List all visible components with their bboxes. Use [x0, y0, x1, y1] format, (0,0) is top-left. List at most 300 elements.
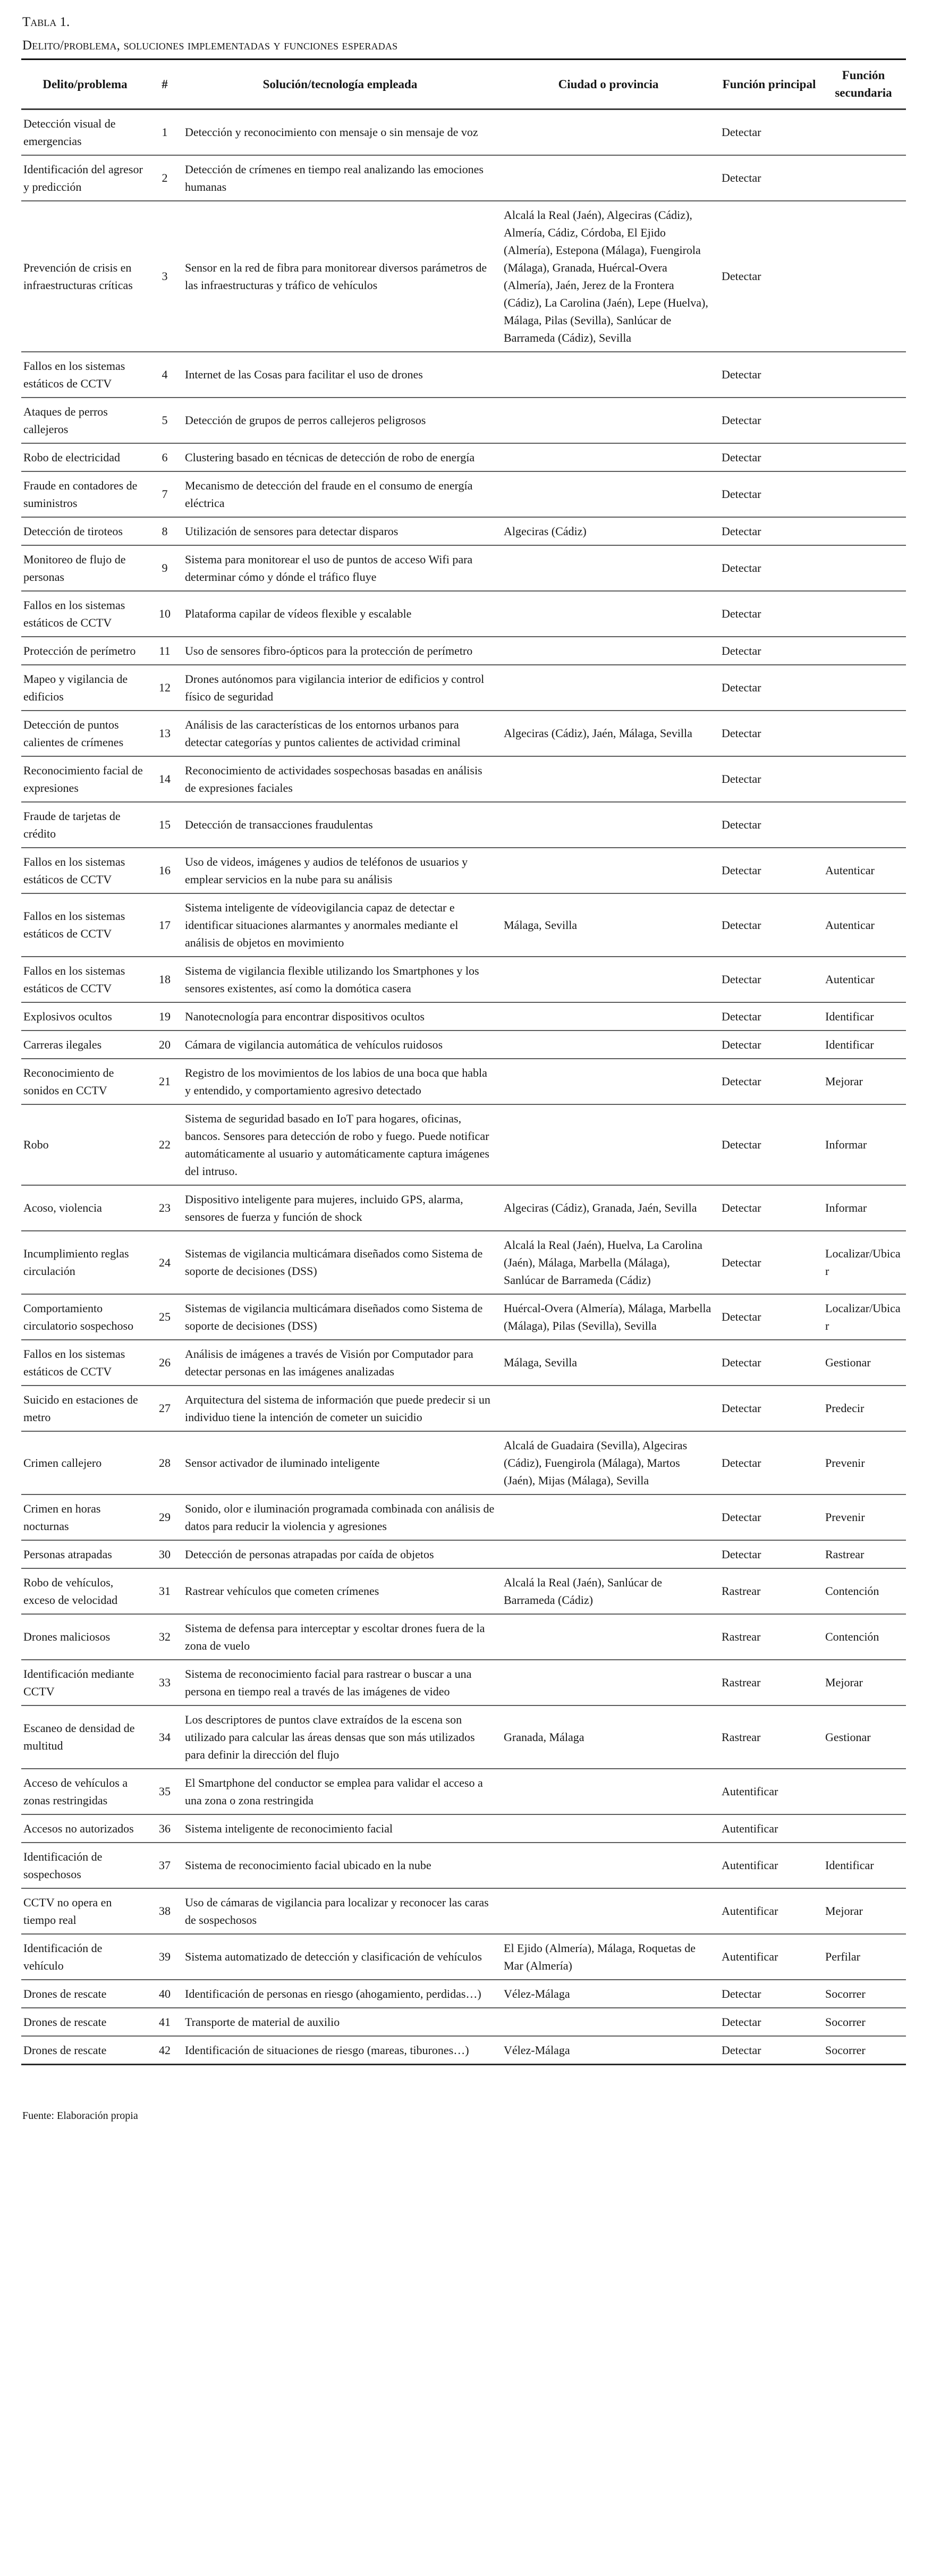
cell-funcion-secundaria: Informar	[825, 1201, 867, 1215]
cell-funcion-secundaria	[821, 398, 906, 443]
cell-ciudad: Alcalá la Real (Jaén), Huelva, La Carolina (Jaén), Málaga, Marbella (Málaga), Sanlúcar de Barrameda (Cádiz)	[504, 1238, 702, 1287]
cell-num: 25	[159, 1310, 171, 1324]
table-row	[21, 1031, 906, 1059]
cell-num: 11	[159, 644, 171, 657]
cell-funcion-secundaria: Localizar/Ubicar	[825, 1301, 901, 1332]
cell-solucion: Sistema de vigilancia flexible utilizando los Smartphones y los sensores existentes, así como la domótica casera	[185, 964, 479, 995]
cell-solucion: Identificación de personas en riesgo (ahogamiento, perdidas…)	[185, 1987, 481, 2000]
table-row	[21, 848, 906, 893]
table-row	[21, 1934, 906, 1980]
cell-solucion: Clustering basado en técnicas de detección de robo de energía	[185, 450, 475, 464]
cell-num: 31	[159, 1584, 171, 1598]
cell-funcion-secundaria: Contención	[825, 1584, 879, 1598]
cell-ciudad	[499, 1888, 717, 1934]
cell-num: 15	[159, 818, 171, 832]
cell-problema: Reconocimiento facial de expresiones	[23, 763, 143, 795]
table-row	[21, 1660, 906, 1705]
cell-ciudad: Huércal-Overa (Almería), Málaga, Marbella (Málaga), Pilas (Sevilla), Sevilla	[504, 1301, 711, 1332]
cell-funcion-principal: Detectar	[722, 413, 761, 427]
cell-ciudad: Málaga, Sevilla	[504, 918, 578, 932]
cell-funcion-secundaria	[821, 155, 906, 201]
cell-problema: Crimen callejero	[23, 1456, 102, 1469]
table-row	[21, 398, 906, 443]
cell-problema: Robo de electricidad	[23, 450, 121, 464]
cell-funcion-secundaria: Prevenir	[825, 1456, 865, 1469]
cell-funcion-secundaria: Autenticar	[825, 973, 875, 986]
cell-solucion: Detección de grupos de perros callejeros peligrosos	[185, 413, 426, 427]
cell-solucion: Sistema de reconocimiento facial ubicado en la nube	[185, 1859, 431, 1872]
cell-ciudad: Vélez-Málaga	[504, 1987, 570, 2000]
cell-funcion-principal: Autentificar	[722, 1785, 778, 1798]
cell-funcion-principal: Detectar	[722, 1255, 761, 1269]
cell-solucion: Sistema inteligente de vídeovigilancia capaz de detectar e identificar situaciones alarmantes y anormales mediante el análisis de objetos en movimiento	[185, 900, 459, 949]
cell-solucion: Sistemas de vigilancia multicámara diseñados como Sistema de soporte de decisiones (DSS)	[185, 1247, 483, 1278]
cell-problema: Acoso, violencia	[23, 1201, 102, 1215]
cell-ciudad: Alcalá la Real (Jaén), Sanlúcar de Barrameda (Cádiz)	[504, 1575, 663, 1607]
cell-num: 28	[159, 1456, 171, 1469]
cell-funcion-secundaria	[821, 1814, 906, 1843]
table-caption: Delito/problema, soluciones implementadas y funciones esperadas	[22, 38, 398, 53]
cell-problema: Identificación del agresor y predicción	[23, 162, 143, 193]
cell-solucion: Arquitectura del sistema de información que puede predecir si un individuo tiene la intención de cometer un suicidio	[185, 1392, 490, 1424]
cell-funcion-secundaria	[821, 1769, 906, 1814]
col-header-delito-problema: Delito/problema	[21, 60, 149, 109]
cell-num: 41	[159, 2015, 171, 2029]
cell-ciudad	[499, 1614, 717, 1660]
cell-ciudad	[499, 1660, 717, 1705]
cell-ciudad	[499, 1540, 717, 1568]
cell-num: 27	[159, 1401, 171, 1415]
cell-solucion: Cámara de vigilancia automática de vehículos ruidosos	[185, 1037, 443, 1051]
cell-funcion-secundaria: Socorrer	[825, 2015, 866, 2029]
cell-num: 26	[159, 1356, 171, 1370]
cell-num: 32	[159, 1630, 171, 1644]
cell-num: 17	[159, 918, 171, 932]
table-row	[21, 1888, 906, 1934]
cell-problema: Mapeo y vigilancia de edificios	[23, 672, 128, 703]
cell-ciudad	[499, 665, 717, 711]
cell-ciudad	[499, 1059, 717, 1104]
cell-num: 37	[159, 1859, 171, 1872]
cell-solucion: Utilización de sensores para detectar disparos	[185, 524, 399, 538]
cell-funcion-secundaria	[821, 443, 906, 471]
cell-funcion-principal: Detectar	[722, 918, 761, 932]
cell-solucion: Detección de transacciones fraudulentas	[185, 818, 373, 832]
cell-funcion-principal: Detectar	[722, 644, 761, 657]
cell-problema: Drones de rescate	[23, 1987, 107, 2000]
cell-problema: Carreras ilegales	[23, 1037, 102, 1051]
cell-num: 36	[159, 1821, 171, 1835]
cell-funcion-secundaria	[821, 352, 906, 398]
cell-solucion: Sensor en la red de fibra para monitorear diversos parámetros de las infraestructuras y tráfico de vehículos	[185, 260, 487, 292]
table-row	[21, 1002, 906, 1031]
cell-ciudad: Alcalá la Real (Jaén), Algeciras (Cádiz), Almería, Cádiz, Córdoba, El Ejido (Almería), Estepona (Málaga), Fuengirola (Málaga), Granada, Huércal-Overa (Almería), Jaén, Jerez de la Frontera (Cádiz), La Carolina (Jaén), Lepe (Huelva), Málaga, Pilas (Sevilla), Sanlúcar de Barrameda (Cádiz), Sevilla	[504, 208, 708, 344]
cell-solucion: Análisis de las características de los entornos urbanos para detectar categorías y puntos calientes de actividad criminal	[185, 717, 461, 749]
table-title: Tabla 1.	[22, 15, 70, 29]
cell-solucion: Los descriptores de puntos clave extraídos de la escena son utilizado para calcular las áreas densas que son más utilizados para definir la dirección del flujo	[185, 1712, 475, 1761]
cell-problema: Fallos en los sistemas estáticos de CCTV	[23, 1347, 125, 1378]
cell-problema: Explosivos ocultos	[23, 1009, 112, 1023]
cell-problema: Fallos en los sistemas estáticos de CCTV	[23, 359, 125, 390]
cell-ciudad	[499, 1031, 717, 1059]
cell-num: 3	[162, 269, 168, 283]
table-row	[21, 201, 906, 352]
cell-solucion: Detección de crímenes en tiempo real analizando las emociones humanas	[185, 162, 484, 193]
cell-funcion-principal: Detectar	[722, 1201, 761, 1215]
table-row	[21, 711, 906, 756]
cell-solucion: Sistema inteligente de reconocimiento facial	[185, 1821, 393, 1835]
table-row	[21, 1386, 906, 1431]
cell-ciudad	[499, 1494, 717, 1540]
cell-ciudad	[499, 848, 717, 893]
cell-funcion-secundaria: Identificar	[825, 1859, 874, 1872]
cell-funcion-secundaria	[821, 637, 906, 665]
data-table	[21, 58, 906, 2065]
cell-problema: Escaneo de densidad de multitud	[23, 1721, 135, 1753]
cell-funcion-principal: Detectar	[722, 1310, 761, 1324]
table-row	[21, 1340, 906, 1386]
cell-problema: Reconocimiento de sonidos en CCTV	[23, 1066, 114, 1097]
cell-solucion: Transporte de material de auxilio	[185, 2015, 340, 2029]
table-row	[21, 756, 906, 802]
cell-funcion-principal: Rastrear	[722, 1630, 761, 1644]
cell-problema: Fallos en los sistemas estáticos de CCTV	[23, 598, 125, 629]
cell-problema: Personas atrapadas	[23, 1547, 112, 1561]
cell-problema: Fraude en contadores de suministros	[23, 478, 138, 510]
cell-solucion: Reconocimiento de actividades sospechosas basadas en análisis de expresiones faciales	[185, 763, 482, 795]
header-row	[21, 60, 906, 109]
cell-num: 6	[162, 450, 168, 464]
table-row	[21, 1104, 906, 1185]
cell-solucion: Detección y reconocimiento con mensaje o sin mensaje de voz	[185, 125, 478, 139]
cell-solucion: Drones autónomos para vigilancia interior de edificios y control físico de seguridad	[185, 672, 485, 703]
cell-funcion-principal: Detectar	[722, 2015, 761, 2029]
cell-ciudad	[499, 545, 717, 591]
col-header-solucion-tecnologia: Solución/tecnología empleada	[181, 60, 499, 109]
table-row	[21, 665, 906, 711]
table-row	[21, 443, 906, 471]
table-row	[21, 155, 906, 201]
cell-funcion-secundaria: Socorrer	[825, 1987, 866, 2000]
cell-num: 21	[159, 1075, 171, 1088]
cell-num: 12	[159, 681, 171, 695]
cell-ciudad: Algeciras (Cádiz), Jaén, Málaga, Sevilla	[504, 727, 692, 740]
cell-num: 24	[159, 1255, 171, 1269]
cell-funcion-secundaria: Localizar/Ubicar	[825, 1247, 901, 1278]
cell-ciudad	[499, 591, 717, 637]
cell-funcion-principal: Autentificar	[722, 1821, 778, 1835]
table-row	[21, 802, 906, 848]
cell-problema: Comportamiento circulatorio sospechoso	[23, 1301, 134, 1332]
cell-solucion: Sistemas de vigilancia multicámara diseñados como Sistema de soporte de decisiones (DSS)	[185, 1301, 483, 1332]
cell-funcion-secundaria: Mejorar	[825, 1676, 863, 1690]
col-header-funcion-secundaria: Función secundaria	[821, 60, 906, 109]
cell-funcion-principal: Autentificar	[722, 1859, 778, 1872]
cell-funcion-principal: Detectar	[722, 487, 761, 501]
cell-solucion: Registro de los movimientos de los labios de una boca que habla y entendido, y comportamiento agresivo detectado	[185, 1066, 487, 1097]
cell-num: 8	[162, 524, 168, 538]
cell-ciudad	[499, 756, 717, 802]
cell-funcion-principal: Detectar	[722, 864, 761, 877]
cell-funcion-secundaria	[821, 711, 906, 756]
cell-problema: Ataques de perros callejeros	[23, 404, 108, 436]
cell-solucion: Sistema de reconocimiento facial para rastrear o buscar a una persona en tiempo real a través de las imágenes de video	[185, 1667, 472, 1698]
table-row	[21, 1231, 906, 1294]
cell-ciudad	[499, 471, 717, 517]
cell-problema: Fallos en los sistemas estáticos de CCTV	[23, 855, 125, 886]
table-row	[21, 1185, 906, 1231]
cell-solucion: Identificación de situaciones de riesgo (mareas, tiburones…)	[185, 2043, 469, 2057]
cell-funcion-secundaria: Autenticar	[825, 918, 875, 932]
cell-ciudad: Algeciras (Cádiz)	[504, 524, 587, 538]
cell-solucion: Sistema para monitorear el uso de puntos de acceso Wifi para determinar cómo y dónde el tráfico fluye	[185, 552, 473, 584]
cell-solucion: Plataforma capilar de vídeos flexible y escalable	[185, 607, 412, 621]
cell-num: 7	[162, 487, 168, 501]
cell-num: 1	[162, 125, 168, 139]
cell-solucion: Detección de personas atrapadas por caída de objetos	[185, 1547, 434, 1561]
table-row	[21, 637, 906, 665]
cell-funcion-secundaria	[821, 201, 906, 352]
cell-solucion: Dispositivo inteligente para mujeres, incluido GPS, alarma, sensores de fuerza y función de shock	[185, 1192, 463, 1223]
cell-funcion-secundaria	[821, 802, 906, 848]
cell-problema: Fallos en los sistemas estáticos de CCTV	[23, 909, 125, 941]
cell-problema: Identificación de vehículo	[23, 1941, 103, 1972]
cell-num: 10	[159, 607, 171, 621]
cell-num: 20	[159, 1037, 171, 1051]
cell-ciudad	[499, 802, 717, 848]
cell-funcion-principal: Detectar	[722, 2043, 761, 2057]
cell-funcion-principal: Detectar	[722, 125, 761, 139]
cell-num: 2	[162, 171, 168, 185]
cell-ciudad: Alcalá de Guadaira (Sevilla), Algeciras (Cádiz), Fuengirola (Málaga), Martos (Jaén), Mijas (Málaga), Sevilla	[504, 1438, 688, 1487]
cell-problema: Crimen en horas nocturnas	[23, 1501, 101, 1533]
table-row	[21, 1294, 906, 1340]
cell-ciudad	[499, 1104, 717, 1185]
cell-solucion: El Smartphone del conductor se emplea para validar el acceso a una zona o zona restringida	[185, 1776, 483, 1807]
cell-ciudad	[499, 398, 717, 443]
cell-problema: Fallos en los sistemas estáticos de CCTV	[23, 964, 125, 995]
cell-funcion-principal: Detectar	[722, 818, 761, 832]
cell-funcion-principal: Detectar	[722, 727, 761, 740]
table-row	[21, 1540, 906, 1568]
cell-num: 19	[159, 1009, 171, 1023]
cell-solucion: Internet de las Cosas para facilitar el uso de drones	[185, 368, 423, 382]
table-row	[21, 517, 906, 545]
cell-funcion-secundaria	[821, 665, 906, 711]
cell-funcion-secundaria: Predecir	[825, 1401, 865, 1415]
cell-problema: Drones de rescate	[23, 2043, 107, 2057]
cell-num: 4	[162, 368, 168, 382]
cell-funcion-principal: Detectar	[722, 772, 761, 786]
cell-funcion-principal: Detectar	[722, 1456, 761, 1469]
cell-ciudad	[499, 637, 717, 665]
cell-problema: Identificación de sospechosos	[23, 1849, 103, 1881]
cell-funcion-secundaria	[821, 471, 906, 517]
table-row	[21, 471, 906, 517]
cell-problema: Protección de perímetro	[23, 644, 136, 657]
cell-funcion-principal: Detectar	[722, 450, 761, 464]
table-row	[21, 1843, 906, 1888]
cell-ciudad	[499, 1386, 717, 1431]
cell-ciudad	[499, 1843, 717, 1888]
cell-solucion: Sensor activador de iluminado inteligente	[185, 1456, 380, 1469]
cell-funcion-principal: Detectar	[722, 1547, 761, 1561]
cell-funcion-principal: Autentificar	[722, 1950, 778, 1964]
cell-problema: CCTV no opera en tiempo real	[23, 1895, 112, 1927]
cell-funcion-principal: Detectar	[722, 1401, 761, 1415]
table-row	[21, 2008, 906, 2036]
cell-problema: Drones maliciosos	[23, 1630, 111, 1644]
table-row	[21, 1059, 906, 1104]
cell-funcion-secundaria	[821, 591, 906, 637]
cell-solucion: Uso de sensores fibro-ópticos para la protección de perímetro	[185, 644, 473, 657]
cell-num: 40	[159, 1987, 171, 2000]
cell-solucion: Uso de cámaras de vigilancia para localizar y reconocer las caras de sospechosos	[185, 1895, 489, 1927]
cell-funcion-principal: Autentificar	[722, 1904, 778, 1918]
cell-num: 34	[159, 1730, 171, 1744]
cell-funcion-secundaria: Socorrer	[825, 2043, 866, 2057]
cell-funcion-secundaria: Contención	[825, 1630, 879, 1644]
cell-funcion-secundaria: Informar	[825, 1138, 867, 1152]
cell-problema: Fraude de tarjetas de crédito	[23, 809, 121, 840]
col-header-funcion-principal: Función principal	[717, 60, 821, 109]
table-row	[21, 1705, 906, 1769]
cell-problema: Monitoreo de flujo de personas	[23, 552, 126, 584]
cell-funcion-principal: Detectar	[722, 1987, 761, 2000]
cell-num: 39	[159, 1950, 171, 1964]
table-row	[21, 1814, 906, 1843]
cell-problema: Suicido en estaciones de metro	[23, 1392, 138, 1424]
cell-ciudad: Vélez-Málaga	[504, 2043, 570, 2057]
cell-funcion-principal: Rastrear	[722, 1676, 761, 1690]
cell-problema: Robo de vehículos, exceso de velocidad	[23, 1575, 118, 1607]
cell-num: 33	[159, 1676, 171, 1690]
table-row	[21, 1568, 906, 1614]
table-row	[21, 591, 906, 637]
cell-ciudad	[499, 443, 717, 471]
cell-funcion-principal: Detectar	[722, 1009, 761, 1023]
cell-num: 13	[159, 727, 171, 740]
table-row	[21, 1769, 906, 1814]
cell-ciudad	[499, 352, 717, 398]
cell-num: 42	[159, 2043, 171, 2057]
table-row	[21, 2036, 906, 2065]
cell-ciudad	[499, 109, 717, 155]
cell-ciudad	[499, 1002, 717, 1031]
cell-problema: Detección visual de emergencias	[23, 116, 116, 148]
cell-funcion-secundaria	[821, 109, 906, 155]
cell-problema: Detección de puntos calientes de crímenes	[23, 717, 124, 749]
table-row	[21, 352, 906, 398]
cell-funcion-principal: Rastrear	[722, 1730, 761, 1744]
cell-funcion-secundaria: Gestionar	[825, 1730, 871, 1744]
cell-problema: Accesos no autorizados	[23, 1821, 134, 1835]
cell-solucion: Mecanismo de detección del fraude en el consumo de energía eléctrica	[185, 478, 473, 510]
cell-problema: Incumplimiento reglas circulación	[23, 1247, 129, 1278]
cell-funcion-secundaria: Identificar	[825, 1009, 874, 1023]
cell-funcion-principal: Detectar	[722, 1356, 761, 1370]
cell-funcion-secundaria: Autenticar	[825, 864, 875, 877]
table-body	[21, 109, 906, 2064]
table-row	[21, 957, 906, 1002]
cell-funcion-principal: Detectar	[722, 973, 761, 986]
cell-ciudad	[499, 2008, 717, 2036]
cell-num: 9	[162, 561, 168, 575]
cell-num: 23	[159, 1201, 171, 1215]
cell-ciudad	[499, 957, 717, 1002]
cell-ciudad: Málaga, Sevilla	[504, 1356, 578, 1370]
table-row	[21, 1431, 906, 1494]
cell-num: 18	[159, 973, 171, 986]
cell-funcion-principal: Detectar	[722, 561, 761, 575]
cell-ciudad: El Ejido (Almería), Málaga, Roquetas de Mar (Almería)	[504, 1941, 696, 1972]
table-row	[21, 893, 906, 957]
cell-problema: Detección de tiroteos	[23, 524, 123, 538]
table-row	[21, 1980, 906, 2008]
cell-ciudad	[499, 155, 717, 201]
table-row	[21, 109, 906, 155]
cell-funcion-principal: Detectar	[722, 269, 761, 283]
cell-funcion-secundaria	[821, 517, 906, 545]
table-header	[21, 60, 906, 109]
cell-funcion-secundaria: Prevenir	[825, 1510, 865, 1524]
cell-funcion-secundaria	[821, 545, 906, 591]
cell-funcion-principal: Detectar	[722, 681, 761, 695]
cell-funcion-secundaria: Mejorar	[825, 1075, 863, 1088]
source-note: Fuente: Elaboración propia	[22, 2109, 138, 2122]
table-row	[21, 1494, 906, 1540]
cell-num: 29	[159, 1510, 171, 1524]
cell-funcion-secundaria: Identificar	[825, 1037, 874, 1051]
cell-solucion: Sistema de defensa para interceptar y escoltar drones fuera de la zona de vuelo	[185, 1621, 485, 1652]
cell-problema: Identificación mediante CCTV	[23, 1667, 134, 1698]
col-header-numero: #	[149, 60, 181, 109]
cell-solucion: Análisis de imágenes a través de Visión por Computador para detectar personas en las imágenes analizadas	[185, 1347, 473, 1378]
col-header-ciudad-provincia: Ciudad o provincia	[499, 60, 717, 109]
cell-solucion: Uso de videos, imágenes y audios de teléfonos de usuarios y emplear servicios en la nube para su análisis	[185, 855, 468, 886]
cell-ciudad	[499, 1814, 717, 1843]
cell-solucion: Sistema de seguridad basado en IoT para hogares, oficinas, bancos. Sensores para detección de robo y fuego. Puede notificar automáticamente al usuario y automáticamente captura imágenes del intruso.	[185, 1111, 489, 1178]
cell-problema: Drones de rescate	[23, 2015, 107, 2029]
cell-ciudad	[499, 1769, 717, 1814]
table-row	[21, 545, 906, 591]
cell-num: 14	[159, 772, 171, 786]
cell-ciudad: Algeciras (Cádiz), Granada, Jaén, Sevilla	[504, 1201, 697, 1215]
cell-num: 35	[159, 1785, 171, 1798]
cell-problema: Acceso de vehículos a zonas restringidas	[23, 1776, 128, 1807]
cell-num: 5	[162, 413, 168, 427]
cell-solucion: Sistema automatizado de detección y clasificación de vehículos	[185, 1950, 482, 1964]
cell-funcion-principal: Detectar	[722, 1510, 761, 1524]
cell-num: 22	[159, 1138, 171, 1152]
cell-num: 30	[159, 1547, 171, 1561]
table-row	[21, 1614, 906, 1660]
cell-funcion-secundaria: Rastrear	[825, 1547, 865, 1561]
cell-problema: Robo	[23, 1138, 49, 1152]
cell-funcion-principal: Detectar	[722, 368, 761, 382]
cell-funcion-principal: Detectar	[722, 524, 761, 538]
cell-num: 38	[159, 1904, 171, 1918]
cell-ciudad: Granada, Málaga	[504, 1730, 584, 1744]
cell-funcion-secundaria	[821, 756, 906, 802]
cell-funcion-principal: Detectar	[722, 607, 761, 621]
cell-solucion: Sonido, olor e iluminación programada combinada con análisis de datos para reducir la violencia y agresiones	[185, 1501, 495, 1533]
cell-num: 16	[159, 864, 171, 877]
cell-funcion-secundaria: Perfilar	[825, 1950, 860, 1964]
cell-funcion-secundaria: Gestionar	[825, 1356, 871, 1370]
cell-solucion: Nanotecnología para encontrar dispositivos ocultos	[185, 1009, 425, 1023]
cell-funcion-secundaria: Mejorar	[825, 1904, 863, 1918]
